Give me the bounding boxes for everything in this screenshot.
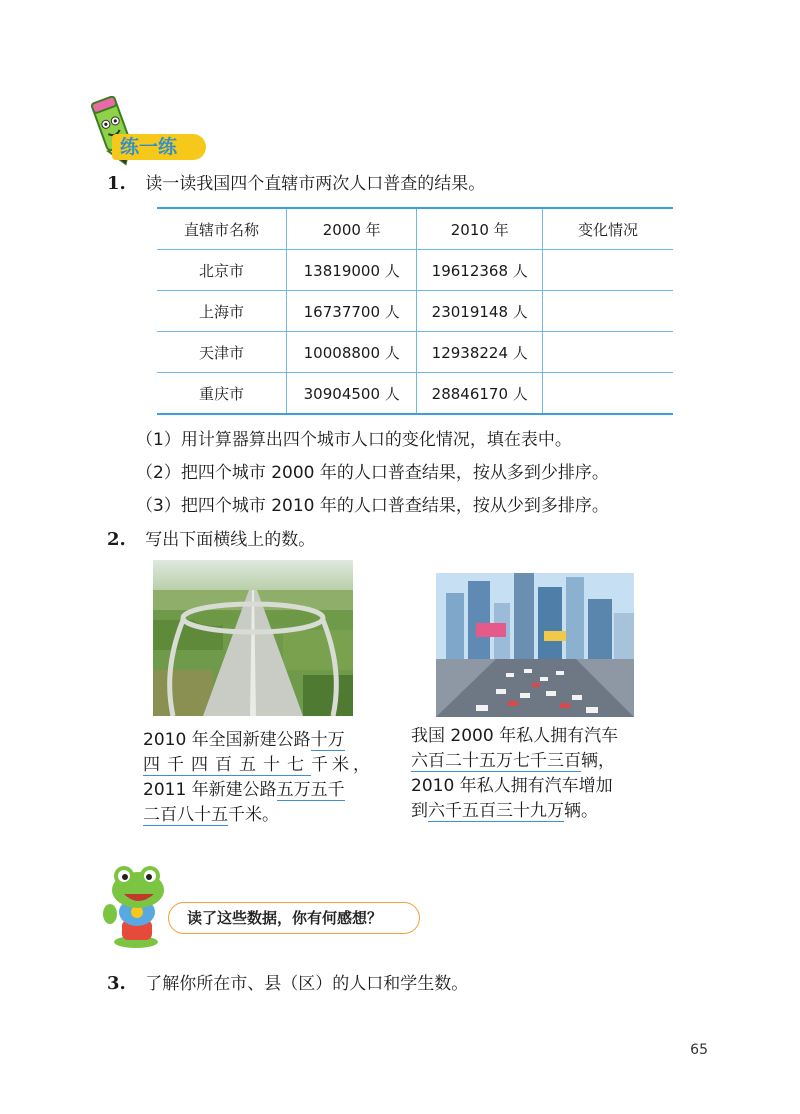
table-cell: 北京市: [157, 250, 286, 291]
underlined-number: 五万五千: [276, 780, 345, 800]
text-span: 到: [411, 801, 428, 821]
table-header: 2010 年: [417, 208, 543, 250]
table-cell-blank[interactable]: [543, 250, 673, 291]
table-cell: 上海市: [157, 291, 286, 332]
text-span: 千米。: [228, 805, 279, 825]
highway-text-block: [143, 728, 379, 828]
table-cell: 23019148 人: [417, 291, 543, 332]
text-span: 辆，: [581, 751, 615, 771]
question-text: 写出下面横线上的数。: [145, 530, 316, 550]
table-cell-blank[interactable]: [543, 373, 673, 415]
text-span: 2010 年私人拥有汽车增加: [411, 776, 613, 796]
underlined-number: 四千四百五十七: [143, 755, 311, 775]
underlined-number: 六百二十五万七千三百: [411, 751, 581, 771]
underlined-number: 二百八十五: [143, 805, 228, 825]
census-table: [157, 207, 673, 415]
table-cell: 19612368 人: [417, 250, 543, 291]
underlined-number: 十万: [310, 730, 345, 750]
question-text: 了解你所在市、县（区）的人口和学生数。: [145, 974, 469, 994]
table-cell: 30904500 人: [286, 373, 417, 415]
question-1: [107, 172, 485, 196]
table-cell: 重庆市: [157, 373, 286, 415]
table-cell-blank[interactable]: [543, 332, 673, 373]
text-span: 2010 年全国新建公路: [143, 730, 311, 750]
table-row: [157, 291, 673, 332]
frog-mascot-icon: [102, 864, 172, 952]
table-cell-blank[interactable]: [543, 291, 673, 332]
table-row: [157, 250, 673, 291]
underlined-number: 六千五百三十九万: [428, 801, 564, 821]
text-span: 千米，: [311, 755, 374, 775]
table-header: 2000 年: [286, 208, 417, 250]
question-number: 2.: [107, 529, 126, 550]
table-cell: 28846170 人: [417, 373, 543, 415]
table-row: [157, 373, 673, 415]
table-header: 变化情况: [543, 208, 673, 250]
sub-question-2: （2）把四个城市 2000 年的人口普查结果，按从多到少排序。: [136, 463, 609, 483]
text-span: 辆。: [564, 801, 598, 821]
table-header-row: [157, 208, 673, 250]
table-cell: 12938224 人: [417, 332, 543, 373]
question-number: 3.: [107, 973, 126, 994]
badge-label: 练一练: [120, 136, 178, 158]
section-badge: [86, 96, 206, 166]
table-cell: 天津市: [157, 332, 286, 373]
highway-photo: [153, 560, 353, 716]
table-cell: 16737700 人: [286, 291, 417, 332]
speech-bubble: [168, 902, 420, 934]
city-traffic-photo: [436, 573, 634, 717]
question-2: [107, 528, 315, 552]
table-header: 直辖市名称: [157, 208, 286, 250]
text-span: 我国 2000 年私人拥有汽车: [411, 726, 619, 746]
text-span: 2011 年新建公路: [143, 780, 277, 800]
table-row: [157, 332, 673, 373]
sub-question-3: （3）把四个城市 2010 年的人口普查结果，按从少到多排序。: [136, 496, 609, 516]
table-cell: 10008800 人: [286, 332, 417, 373]
page-number: 65: [690, 1042, 708, 1058]
question-3: [107, 972, 468, 996]
bubble-text: 读了这些数据，你有何感想？: [187, 909, 383, 927]
table-cell: 13819000 人: [286, 250, 417, 291]
question-text: 读一读我国四个直辖市两次人口普查的结果。: [145, 174, 486, 194]
car-text-block: [411, 724, 651, 824]
sub-question-1: （1）用计算器算出四个城市人口的变化情况，填在表中。: [136, 430, 572, 450]
question-number: 1.: [107, 173, 126, 194]
